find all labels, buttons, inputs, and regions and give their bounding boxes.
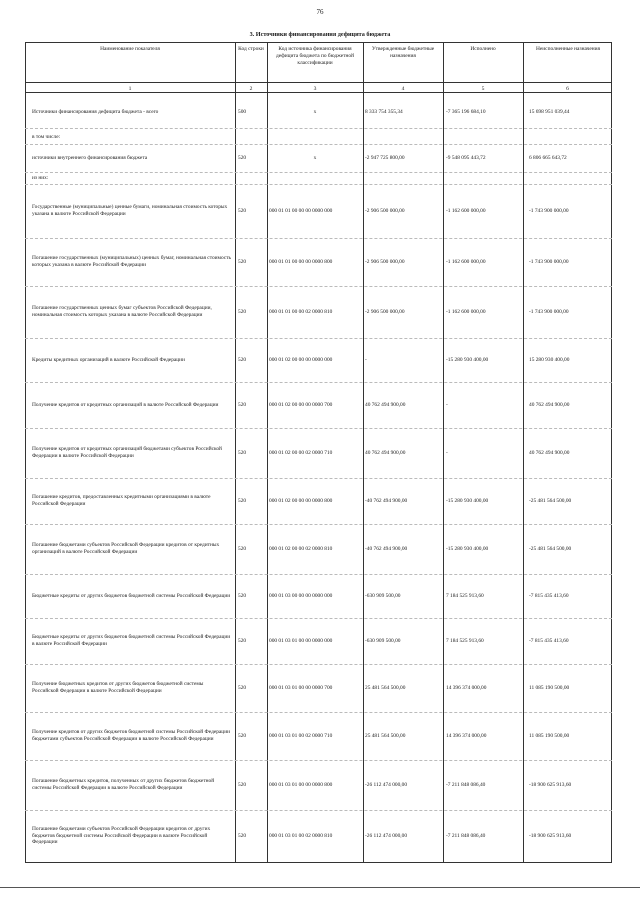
table-row	[25, 286, 612, 338]
row-remaining: 15 280 930 400,00	[529, 356, 570, 363]
row-code: 520	[238, 207, 247, 214]
row-approved: -2 906 500 000,00	[365, 308, 405, 315]
row-name: из них:	[32, 174, 49, 181]
table-row	[25, 574, 612, 618]
row-remaining: 11 085 190 500,00	[529, 684, 570, 691]
page-number: 76	[316, 8, 324, 16]
row-classification: 000 01 03 01 00 00 0000 800	[269, 781, 333, 788]
header-divider	[25, 82, 612, 83]
row-classification: 000 01 03 00 00 00 0000 000	[269, 592, 333, 599]
row-remaining: -1 743 900 000,00	[529, 258, 569, 265]
column-number: 6	[566, 86, 569, 92]
row-executed: -1 162 600 000,00	[446, 207, 486, 214]
table-row	[25, 144, 612, 172]
table-row	[25, 94, 612, 130]
row-executed: -7 211 848 086,40	[446, 832, 486, 839]
row-remaining: -25 481 564 500,00	[529, 497, 572, 504]
row-approved: 25 481 564 500,00	[365, 684, 406, 691]
row-name: Погашение бюджетами субъектов Российской Федерации кредитов от кредитных организаций в валюте Российской Федерации	[32, 542, 220, 555]
row-name: Получение бюджетных кредитов от других бюджетов бюджетной системы Российской Федерации в валюте Российской Федерации	[32, 681, 204, 694]
row-name: Погашение бюджетных кредитов, полученных от других бюджетов бюджетной системы Российской Федерации в валюте Российской Федерации	[32, 778, 215, 791]
row-classification: x	[313, 154, 317, 161]
row-name: Бюджетные кредиты от других бюджетов бюджетной системы Российской Федерации в валюте Российской Федерации	[32, 634, 231, 647]
row-executed: 7 184 525 913,60	[446, 592, 484, 599]
row-approved: -26 112 474 000,00	[365, 781, 408, 788]
row-executed: 7 184 525 913,60	[446, 637, 484, 644]
header-classification: Код источника финансирования дефицита бюджета по бюджетной классификации	[276, 46, 354, 66]
table-row	[25, 184, 612, 238]
row-approved: 40 762 494 900,00	[365, 401, 406, 408]
row-approved: -	[365, 356, 367, 363]
row-executed: 14 396 374 000,00	[446, 732, 487, 739]
row-executed: -7 211 848 086,40	[446, 781, 486, 788]
row-classification: 000 01 03 01 00 02 0000 710	[269, 732, 333, 739]
row-remaining: -25 481 564 500,00	[529, 545, 572, 552]
column-number: 4	[401, 86, 405, 92]
row-classification: 000 01 02 00 00 02 0000 810	[269, 545, 333, 552]
row-executed: 14 396 374 000,00	[446, 684, 487, 691]
financing-sources-table	[25, 42, 612, 863]
row-name: в том числе:	[32, 133, 61, 140]
row-code: 520	[238, 592, 247, 599]
table-row	[25, 524, 612, 574]
row-name: Источники финансирования дефицита бюджета - всего	[32, 108, 159, 115]
row-executed: -	[446, 401, 448, 408]
row-approved: -2 947 725 800,00	[365, 154, 405, 161]
row-executed: -15 280 930 400,00	[446, 356, 489, 363]
row-classification: 000 01 02 00 00 00 0000 000	[269, 356, 333, 363]
row-code: 520	[238, 637, 247, 644]
row-approved: -630 909 500,00	[365, 637, 401, 644]
row-approved: -26 112 474 000,00	[365, 832, 408, 839]
row-name: Получение кредитов от других бюджетов бюджетной системы Российской Федерации бюджетами субъектов Российской Федерации в валюте Российской Федерации	[32, 729, 230, 742]
row-classification: 000 01 02 00 00 00 0000 700	[269, 401, 333, 408]
row-remaining: 15 698 951 039,44	[529, 108, 570, 115]
row-executed: -	[446, 449, 448, 456]
row-approved: 40 762 494 900,00	[365, 449, 406, 456]
table-row	[25, 810, 612, 862]
row-remaining: -7 815 435 413,60	[529, 592, 569, 599]
row-classification: 000 01 02 00 00 00 0000 800	[269, 497, 333, 504]
row-executed: -15 280 930 400,00	[446, 497, 489, 504]
row-separator	[25, 128, 612, 129]
row-classification: 000 01 01 00 00 00 0000 800	[269, 258, 333, 265]
table-row	[25, 172, 612, 184]
row-approved: -40 762 494 900,00	[365, 497, 408, 504]
row-remaining: -1 743 900 000,00	[529, 308, 569, 315]
row-name: Погашение бюджетами субъектов Российской Федерации кредитов от других бюджетов бюджетной системы Российской Федерации в валюте Российской Федерации	[32, 826, 211, 846]
page-bottom-rule	[0, 887, 640, 888]
row-name: Бюджетные кредиты от других бюджетов бюджетной системы Российской Федерации	[32, 592, 231, 599]
row-classification: 000 01 03 01 00 02 0000 810	[269, 832, 333, 839]
row-approved: 25 481 564 500,00	[365, 732, 406, 739]
row-name: Погашение кредитов, предоставленных кредитными организациями в валюте Российской Федерации	[32, 494, 211, 507]
column-number: 3	[313, 86, 317, 92]
table-row	[25, 664, 612, 712]
row-code: 520	[238, 154, 247, 161]
header-name: Наименование показателя	[100, 46, 160, 52]
row-classification: 000 01 03 01 00 00 0000 700	[269, 684, 333, 691]
table-row	[25, 428, 612, 478]
row-classification: 000 01 03 01 00 00 0000 000	[269, 637, 333, 644]
row-name: Получение кредитов от кредитных организаций в валюте Российской Федерации	[32, 401, 219, 408]
row-code: 520	[238, 732, 247, 739]
row-remaining: 40 762 494 900,00	[529, 449, 570, 456]
table-row	[25, 130, 612, 144]
row-code: 520	[238, 832, 247, 839]
row-code: 520	[238, 781, 247, 788]
column-number: 2	[249, 86, 253, 92]
row-executed: -15 280 930 400,00	[446, 545, 489, 552]
row-remaining: -18 900 625 913,60	[529, 832, 572, 839]
row-code: 520	[238, 308, 247, 315]
row-executed: -1 162 600 000,00	[446, 258, 486, 265]
table-row	[25, 478, 612, 524]
row-executed: -1 162 600 000,00	[446, 308, 486, 315]
row-classification: 000 01 01 00 00 00 0000 000	[269, 207, 333, 214]
row-approved: -40 762 494 900,00	[365, 545, 408, 552]
row-approved: 8 333 754 355,34	[365, 108, 403, 115]
row-name: Кредиты кредитных организаций в валюте Российской Федерации	[32, 356, 185, 363]
row-name: Получение кредитов от кредитных организаций бюджетами субъектов Российской Федерации в валюте Российской Федерации	[32, 446, 222, 459]
row-code: 520	[238, 258, 247, 265]
row-code: 520	[238, 545, 247, 552]
row-code: 520	[238, 401, 247, 408]
header-executed: Исполнено	[470, 46, 496, 52]
table-row	[25, 338, 612, 382]
table-row	[25, 382, 612, 428]
table-row	[25, 618, 612, 664]
table-row	[25, 238, 612, 286]
row-code: 520	[238, 356, 247, 363]
row-code: 500	[238, 108, 247, 115]
row-name: Погашение государственных ценных бумаг субъектов Российской Федерации, номинальная стоимость которых указана в валюте Российской Федерации	[32, 305, 212, 318]
row-remaining: -1 743 900 000,00	[529, 207, 569, 214]
header-code: Код строки	[238, 46, 264, 52]
row-remaining: -7 815 435 413,60	[529, 637, 569, 644]
row-classification: x	[313, 108, 317, 115]
row-approved: -2 906 500 000,00	[365, 207, 405, 214]
row-code: 520	[238, 497, 247, 504]
row-name: Погашение государственных (муниципальных) ценных бумаг, номинальная стоимость которых указана в валюте Российской Федерации	[32, 255, 232, 268]
table-row	[25, 760, 612, 810]
header-approved: Утвержденные бюджетные назначения	[371, 46, 435, 59]
row-remaining: 6 806 665 643,72	[529, 154, 567, 161]
section-title: 3. Источники финансирования дефицита бюджета	[249, 31, 391, 38]
header-divider	[25, 92, 612, 93]
row-name: Государственные (муниципальные) ценные бумаги, номинальная стоимость которых указана в валюте Российской Федерации	[32, 204, 228, 217]
row-approved: -630 909 500,00	[365, 592, 401, 599]
table-row	[25, 712, 612, 760]
row-code: 520	[238, 449, 247, 456]
column-number: 5	[481, 86, 485, 92]
row-remaining: 40 762 494 900,00	[529, 401, 570, 408]
row-code: 520	[238, 684, 247, 691]
row-executed: -7 365 196 684,10	[446, 108, 486, 115]
row-remaining: 11 085 190 500,00	[529, 732, 570, 739]
row-remaining: -18 900 625 913,60	[529, 781, 572, 788]
row-name: источники внутреннего финансирования бюджета	[32, 154, 148, 161]
header-remaining: Неисполненные назначения	[536, 46, 600, 52]
row-executed: -9 548 095 443,72	[446, 154, 486, 161]
row-approved: -2 906 500 000,00	[365, 258, 405, 265]
row-classification: 000 01 01 00 00 02 0000 810	[269, 308, 333, 315]
row-classification: 000 01 02 00 00 02 0000 710	[269, 449, 333, 456]
column-number: 1	[128, 86, 132, 92]
